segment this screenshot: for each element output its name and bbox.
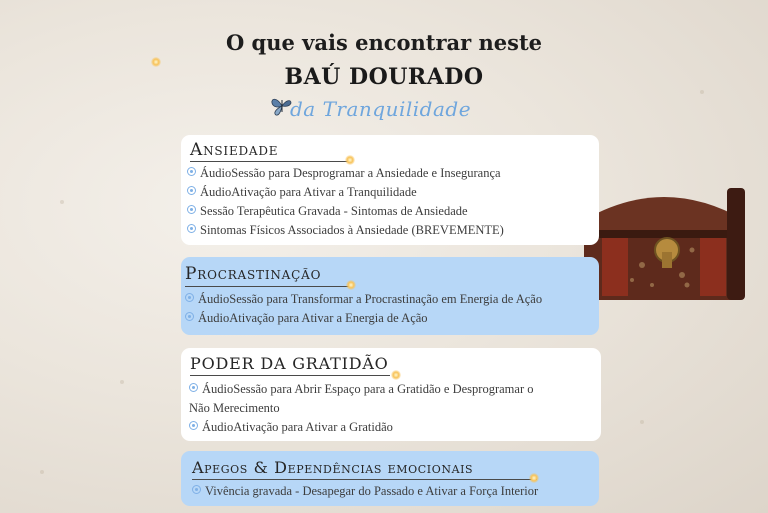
section-card-ansiedade	[181, 135, 599, 245]
sparkle-decoration	[345, 155, 355, 165]
list-item[interactable]: Vivência gravada - Desapegar do Passado e Ativar a Força Interior	[192, 484, 538, 499]
section-title: Apegos & Dependências emocionais	[192, 458, 474, 477]
list-item[interactable]: ÁudioSessão para Transformar a Procrastinação em Energia de Ação	[185, 292, 542, 307]
list-item[interactable]: Sessão Terapêutica Gravada - Sintomas de Ansiedade	[187, 204, 468, 219]
section-title: Ansiedade	[190, 140, 279, 160]
sparkle-decoration	[529, 473, 539, 483]
section-title: Procrastinação	[185, 264, 322, 284]
page-heading: O que vais encontrar neste	[225, 30, 543, 55]
title-underline	[190, 161, 352, 162]
section-card-apegos	[181, 451, 599, 506]
list-item-continuation: Não Merecimento	[189, 401, 280, 415]
bullet-icon	[192, 485, 201, 494]
list-item[interactable]: Sintomas Físicos Associados à Ansiedade (BREVEMENTE)	[187, 223, 504, 238]
sparkle-decoration	[346, 280, 356, 290]
page-subtitle: da Tranquilidade	[290, 97, 472, 121]
title-underline	[190, 375, 390, 376]
title-underline	[192, 479, 537, 480]
page-title: BAÚ DOURADO	[284, 64, 484, 90]
section-title: PODER DA GRATIDÃO	[190, 354, 389, 373]
sparkle-decoration	[391, 370, 401, 380]
bullet-icon	[185, 293, 194, 302]
list-item[interactable]: ÁudioAtivação para Ativar a Energia de Ação	[185, 311, 428, 326]
list-item[interactable]: ÁudioSessão para Desprogramar a Ansiedade e Insegurança	[187, 166, 501, 181]
list-item[interactable]: ÁudioAtivação para Ativar a Tranquilidade	[187, 185, 417, 200]
treasure-chest-image	[572, 180, 752, 305]
bullet-icon	[189, 421, 198, 430]
bullet-icon	[187, 205, 196, 214]
bullet-icon	[185, 312, 194, 321]
list-item[interactable]: ÁudioAtivação para Ativar a Gratidão	[189, 420, 393, 435]
list-item[interactable]: ÁudioSessão para Abrir Espaço para a Gratidão e Desprogramar o	[189, 382, 533, 397]
bullet-icon	[187, 167, 196, 176]
bullet-icon	[187, 224, 196, 233]
title-underline	[185, 286, 350, 287]
section-card-procrastinacao	[181, 257, 599, 335]
bullet-icon	[187, 186, 196, 195]
section-card-gratidao	[181, 348, 601, 441]
bullet-icon	[189, 383, 198, 392]
